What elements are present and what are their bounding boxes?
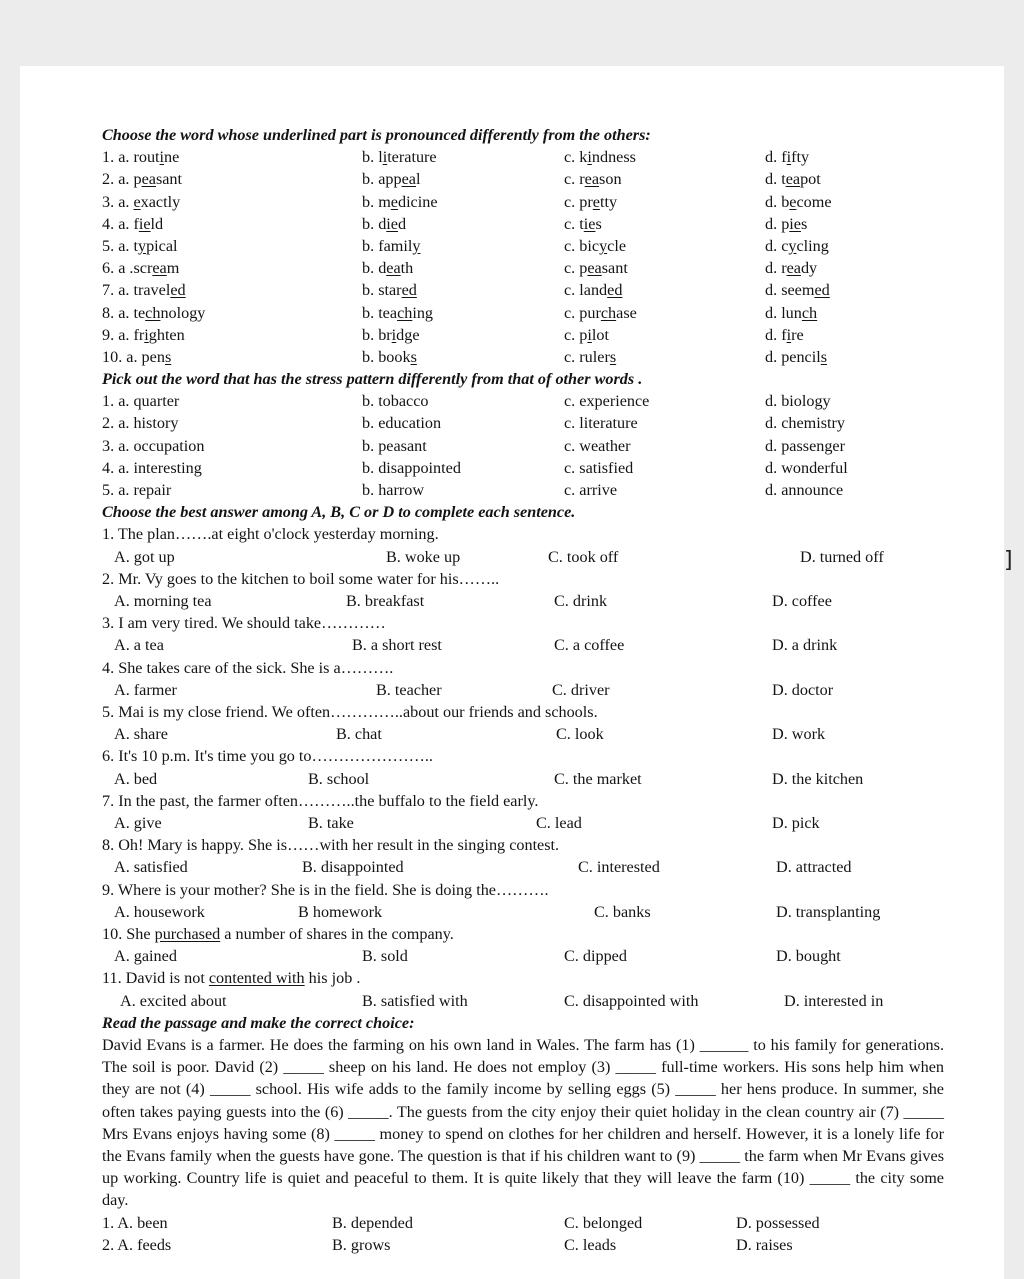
pronunciation-row — [102, 279, 944, 301]
stress-option: d. biology — [765, 392, 831, 411]
answer-option: C. driver — [552, 680, 610, 699]
underlined-part: i — [786, 148, 792, 167]
reading-passage: David Evans is a farmer. He does the farming on his own land in Wales. The farm has (1) ______ to his family for generations. The soil is poor. David (2) _____ sheep on his land. He does not employ (3) _____ full-time workers. His sons help him when they are not (4) _____ school. His wife adds to the family income by selling eggs (5) _____ her hens produce. In summer, she often takes paying guests into the (6) _____. The guests from the city enjoy their quiet holiday in the clean country air (7) _____ Mrs Evans enjoys having some (8) _____ money to spend on clothes for her children and herself. However, it is a lonely life for the Evans family when the guests have gone. The question is that if his children want to (9) _____ the farm when Mr Evans gives up working. Country life is quiet and peaceful to them. It is quite likely that they will leave the farm (10) _____ the city some day. — [102, 1035, 944, 1210]
pronunciation-option: c. reason — [564, 170, 622, 189]
pronunciation-option: d. become — [765, 192, 832, 211]
answer-option: C. interested — [578, 858, 660, 877]
underlined-part: ea — [401, 170, 416, 189]
pronunciation-option: b. books — [362, 347, 417, 366]
pronunciation-option: b. stared — [362, 281, 417, 300]
underlined-part: s — [820, 347, 828, 366]
passage-choice-option: B. grows — [332, 1235, 391, 1254]
answer-option: A. a tea — [114, 636, 164, 655]
answer-option: B. breakfast — [346, 592, 425, 611]
answer-option: C. banks — [594, 902, 651, 921]
pronunciation-row — [102, 191, 944, 213]
question-text: 9. Where is your mother? She is in the field. She is doing the………. — [102, 880, 549, 899]
question-text: 1. The plan…….at eight o'clock yesterday morning. — [102, 525, 439, 544]
answer-option: C. a coffee — [554, 636, 625, 655]
pronunciation-option: 5. a. typical — [102, 236, 178, 255]
answer-options-row — [102, 723, 944, 745]
stress-option: d. wonderful — [765, 458, 848, 477]
underlined-phrase: contented with — [208, 969, 305, 988]
passage-choice-option: C. leads — [564, 1235, 617, 1254]
question-text: 5. Mai is my close friend. We often…………..about our friends and schools. — [102, 702, 598, 721]
underlined-part: ed — [607, 281, 623, 300]
pronunciation-option: b. medicine — [362, 192, 438, 211]
question-text: 4. She takes care of the sick. She is a………. — [102, 658, 394, 677]
pronunciation-option: c. rulers — [564, 347, 617, 366]
answer-option: C. the market — [554, 769, 642, 788]
answer-option: A. got up — [114, 547, 175, 566]
underlined-part: ea — [152, 259, 167, 278]
stress-option: 4. a. interesting — [102, 458, 202, 477]
underlined-part: ea — [141, 170, 156, 189]
section3-questions — [102, 523, 944, 1011]
pronunciation-option: 7. a. traveled — [102, 281, 186, 300]
stress-option: d. announce — [765, 481, 844, 500]
pronunciation-option: 3. a. exactly — [102, 192, 181, 211]
answer-option: B. sold — [362, 947, 408, 966]
answer-option: A. gained — [114, 947, 177, 966]
underlined-part: ie — [138, 214, 151, 233]
answer-option: B. woke up — [386, 547, 461, 566]
answer-option: D. doctor — [772, 680, 834, 699]
stress-option: b. disappointed — [362, 458, 461, 477]
answer-options-row — [102, 768, 944, 790]
answer-option: D. attracted — [776, 858, 852, 877]
underlined-part: ea — [785, 170, 801, 189]
pronunciation-option: c. pretty — [564, 192, 618, 211]
pronunciation-row — [102, 324, 944, 346]
answer-options-row — [102, 634, 944, 656]
stress-option: b. education — [362, 414, 442, 433]
pronunciation-option: b. family — [362, 236, 421, 255]
question-text: 6. It's 10 p.m. It's time you go to………………….. — [102, 747, 433, 766]
passage-choice-option: C. belonged — [564, 1213, 643, 1232]
underlined-part: ie — [583, 214, 596, 233]
underlined-part: s — [410, 347, 417, 366]
answer-option: B. disappointed — [302, 858, 404, 877]
underlined-part: e — [592, 192, 600, 211]
stress-option: d. chemistry — [765, 414, 846, 433]
underlined-part: e — [133, 192, 141, 211]
answer-option: B. chat — [336, 725, 382, 744]
section3-heading: Choose the best answer among A, B, C or D to complete each sentence. — [102, 503, 576, 522]
answer-option: D. a drink — [772, 636, 838, 655]
stress-row — [102, 457, 944, 479]
pronunciation-option: b. bridge — [362, 325, 420, 344]
answer-option: D. the kitchen — [772, 769, 864, 788]
underlined-part: y — [788, 236, 797, 255]
underlined-part: ea — [587, 259, 602, 278]
underlined-part: y — [412, 236, 421, 255]
pronunciation-option: 2. a. peasant — [102, 170, 183, 189]
stress-option: b. peasant — [362, 436, 427, 455]
underlined-part: s — [609, 347, 617, 366]
answer-option: B. take — [308, 813, 354, 832]
worksheet-content — [102, 124, 944, 1256]
answer-option: B. teacher — [376, 680, 442, 699]
stress-option: c. experience — [564, 392, 650, 411]
pronunciation-option: d. cycling — [765, 236, 829, 255]
answer-option: B. school — [308, 769, 370, 788]
underlined-part: s — [164, 347, 172, 366]
answer-options-row — [102, 856, 944, 878]
underlined-part: i — [587, 325, 592, 344]
stress-option: c. literature — [564, 414, 638, 433]
pronunciation-option: d. pencils — [765, 347, 828, 366]
pronunciation-option: d. pies — [765, 214, 808, 233]
underlined-part: i — [786, 325, 792, 344]
answer-options-row — [102, 679, 944, 701]
pronunciation-option: b. died — [362, 214, 407, 233]
section2-items — [102, 390, 944, 501]
answer-option: C. look — [556, 725, 604, 744]
pronunciation-row — [102, 235, 944, 257]
passage-choice-row — [102, 1234, 944, 1256]
stress-option: 1. a. quarter — [102, 392, 180, 411]
document-page — [20, 66, 1004, 1279]
answer-options-row — [102, 945, 944, 967]
underlined-part: i — [144, 325, 149, 344]
answer-option: A. morning tea — [114, 592, 212, 611]
answer-options-row — [102, 546, 944, 568]
answer-option: C. dipped — [564, 947, 627, 966]
pronunciation-row — [102, 302, 944, 324]
stress-row — [102, 435, 944, 457]
underlined-part: ea — [786, 259, 801, 278]
pronunciation-option: b. teaching — [362, 303, 434, 322]
answer-option: A. satisfied — [114, 858, 188, 877]
underlined-part: y — [599, 236, 608, 255]
passage-choice-option: 1. A. been — [102, 1213, 168, 1232]
section1-items — [102, 146, 944, 368]
underlined-part: i — [159, 148, 165, 167]
underlined-part: ed — [170, 281, 186, 300]
bracket-mark: ] — [1004, 548, 1013, 573]
answer-option: D. transplanting — [776, 902, 881, 921]
underlined-part: i — [391, 325, 397, 344]
pronunciation-option: d. seemed — [765, 281, 830, 300]
stress-option: b. harrow — [362, 481, 425, 500]
pronunciation-option: b. literature — [362, 148, 437, 167]
pronunciation-option: c. landed — [564, 281, 623, 300]
pronunciation-option: d. lunch — [765, 303, 818, 322]
answer-option: D. coffee — [772, 592, 832, 611]
answer-option: A. bed — [114, 769, 158, 788]
underlined-part: ie — [386, 214, 398, 233]
underlined-part: e — [390, 192, 398, 211]
passage-choice-option: B. depended — [332, 1213, 413, 1232]
section4-heading: Read the passage and make the correct choice: — [102, 1013, 415, 1032]
answer-options-row — [102, 901, 944, 923]
stress-option: 2. a. history — [102, 414, 179, 433]
underlined-part: y — [137, 236, 147, 255]
pronunciation-option: c. pilot — [564, 325, 609, 344]
stress-row — [102, 390, 944, 412]
passage-choice-option: D. possessed — [736, 1213, 820, 1232]
answer-option: D. work — [772, 725, 826, 744]
question-text: 3. I am very tired. We should take………… — [102, 614, 386, 633]
stress-option: c. arrive — [564, 481, 618, 500]
answer-option: B homework — [298, 902, 383, 921]
question-text: 10. She purchased a number of shares in the company. — [102, 924, 454, 943]
pronunciation-option: 10. a. pens — [102, 347, 172, 366]
answer-option: C. disappointed with — [564, 991, 699, 1010]
stress-row — [102, 479, 944, 501]
pronunciation-option: d. teapot — [765, 170, 821, 189]
answer-option: C. lead — [536, 813, 582, 832]
pronunciation-option: c. peasant — [564, 259, 628, 278]
question-text: 2. Mr. Vy goes to the kitchen to boil some water for his…….. — [102, 569, 500, 588]
answer-options-row — [102, 590, 944, 612]
answer-options-row — [102, 812, 944, 834]
pronunciation-option: 4. a. field — [102, 214, 164, 233]
answer-option: B. a short rest — [352, 636, 442, 655]
underlined-part: ie — [789, 214, 801, 233]
pronunciation-option: d. fifty — [765, 148, 810, 167]
underlined-part: i — [587, 148, 592, 167]
pronunciation-row — [102, 213, 944, 235]
answer-option: A. farmer — [114, 680, 177, 699]
pronunciation-option: 1. a. routine — [102, 148, 180, 167]
section4-choices — [102, 1212, 944, 1256]
pronunciation-option: d. fire — [765, 325, 804, 344]
answer-option: A. housework — [114, 902, 205, 921]
stress-option: c. weather — [564, 436, 631, 455]
pronunciation-row — [102, 346, 944, 368]
passage-choice-row — [102, 1212, 944, 1234]
pronunciation-option: 6. a .scream — [102, 259, 180, 278]
answer-option: B. satisfied with — [362, 991, 468, 1010]
underlined-part: ch — [600, 303, 617, 322]
pronunciation-row — [102, 168, 944, 190]
answer-option: A. excited about — [120, 991, 227, 1010]
answer-option: A. give — [114, 813, 162, 832]
stress-option: c. satisfied — [564, 458, 634, 477]
pronunciation-option: b. death — [362, 259, 414, 278]
pronunciation-option: 8. a. technology — [102, 303, 206, 322]
question-text: 11. David is not contented with his job . — [102, 969, 361, 988]
pronunciation-option: 9. a. frighten — [102, 325, 185, 344]
underlined-phrase: purchased — [154, 924, 221, 943]
pronunciation-row — [102, 146, 944, 168]
answer-option: D. turned off — [800, 547, 884, 566]
pronunciation-option: d. ready — [765, 259, 818, 278]
underlined-part: ea — [584, 170, 600, 189]
passage-choice-option: 2. A. feeds — [102, 1235, 172, 1254]
answer-option: D. bought — [776, 947, 841, 966]
section2-heading: Pick out the word that has the stress pattern differently from that of other words . — [102, 370, 643, 389]
stress-option: 5. a. repair — [102, 481, 172, 500]
underlined-part: ed — [401, 281, 417, 300]
stress-row — [102, 412, 944, 434]
underlined-part: ch — [801, 303, 818, 322]
stress-option: b. tobacco — [362, 392, 429, 411]
answer-option: D. interested in — [784, 991, 884, 1010]
pronunciation-row — [102, 257, 944, 279]
pronunciation-option: b. appeal — [362, 170, 421, 189]
underlined-part: ea — [386, 259, 401, 278]
underlined-part: ch — [397, 303, 413, 322]
pronunciation-option: c. bicycle — [564, 236, 627, 255]
pronunciation-option: c. kindness — [564, 148, 636, 167]
answer-option: D. pick — [772, 813, 820, 832]
underlined-part: i — [382, 148, 388, 167]
underlined-part: ed — [814, 281, 830, 300]
stress-option: d. passenger — [765, 436, 846, 455]
stress-option: 3. a. occupation — [102, 436, 205, 455]
underlined-part: ch — [145, 303, 161, 322]
pronunciation-option: c. ties — [564, 214, 602, 233]
underlined-part: e — [789, 192, 797, 211]
pronunciation-option: c. purchase — [564, 303, 637, 322]
question-text: 7. In the past, the farmer often………..the buffalo to the field early. — [102, 791, 539, 810]
answer-option: C. drink — [554, 592, 608, 611]
section1-heading: Choose the word whose underlined part is pronounced differently from the others: — [102, 126, 651, 144]
question-text: 8. Oh! Mary is happy. She is……with her result in the singing contest. — [102, 836, 560, 855]
answer-option: A. share — [114, 725, 168, 744]
answer-options-row — [102, 990, 944, 1012]
answer-option: C. took off — [548, 547, 619, 566]
passage-choice-option: D. raises — [736, 1235, 793, 1254]
